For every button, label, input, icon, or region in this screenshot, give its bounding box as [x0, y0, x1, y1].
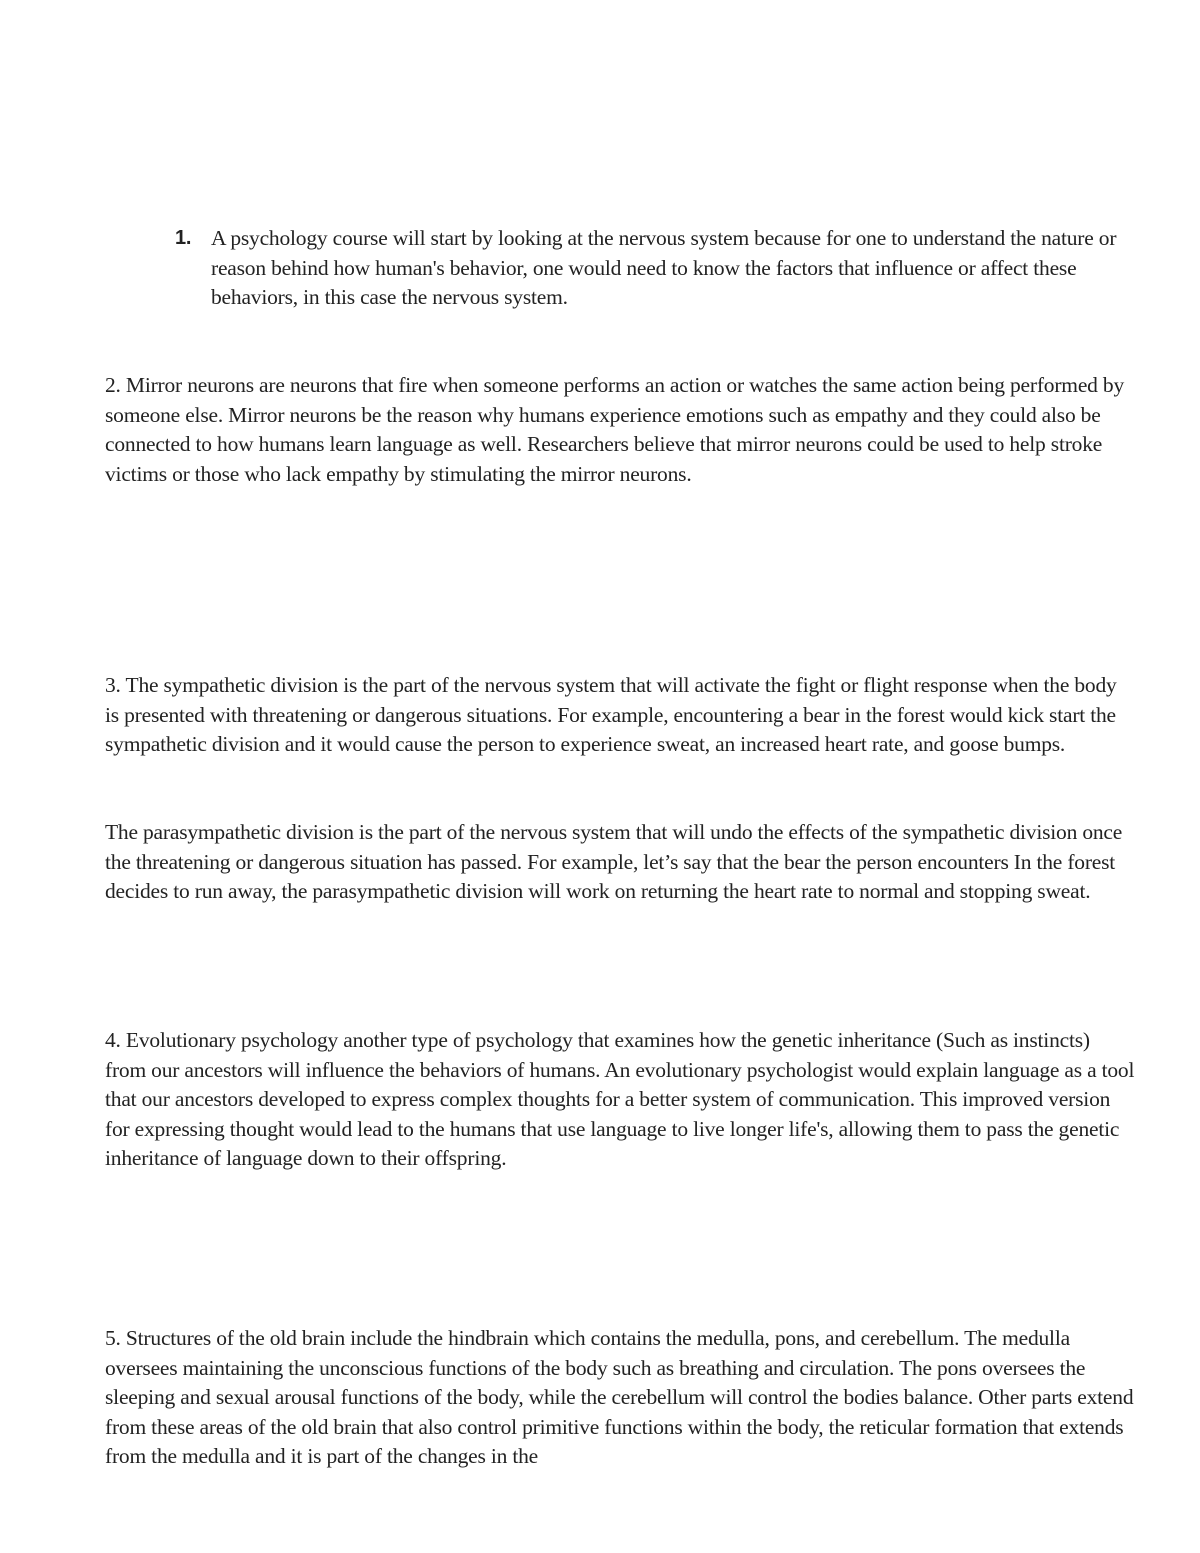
answer-1	[105, 224, 1135, 313]
answer-3-parasympathetic-paragraph: The parasympathetic division is the part of the nervous system that will undo the effects of the sympathetic division once the threatening or dangerous situation has passed. For example, let’s say that the bear the person encounters In the forest decides to run away, the parasympathetic division will work on returning the heart rate to normal and stopping sweat.	[105, 820, 1123, 903]
answer-3-sympathetic-paragraph: 3. The sympathetic division is the part of the nervous system that will activate the fight or flight response when the body is presented with threatening or dangerous situations. For example, encountering a bear in the forest would kick start the sympathetic division and it would cause the person to experience sweat, an increased heart rate, and goose bumps.	[105, 673, 1117, 756]
answer-1-number: 1.	[175, 227, 192, 249]
answer-4-paragraph: 4. Evolutionary psychology another type of psychology that examines how the genetic inheritance (Such as instincts) from our ancestors will influence the behaviors of humans. An evolutionary psychologist would explain language as a tool that our ancestors developed to express complex thoughts for a better system of communication. This improved version for expressing thought would lead to the humans that use language to live longer life's, allowing them to pass the genetic inheritance of language down to their offspring.	[105, 1028, 1135, 1170]
answer-5-paragraph: 5. Structures of the old brain include the hindbrain which contains the medulla, pons, and cerebellum. The medulla oversees maintaining the unconscious functions of the body such as breathing and circulation. The pons oversees the sleeping and sexual arousal functions of the body, while the cerebellum will control the bodies balance. Other parts extend from these areas of the old brain that also control primitive functions within the body, the reticular formation that extends from the medulla and it is part of the changes in the	[105, 1326, 1134, 1468]
answer-1-text: A psychology course will start by looking at the nervous system because for one to understand the nature or reason behind how human's behavior, one would need to know the factors that influence or affect these behaviors, in this case the nervous system.	[211, 226, 1117, 309]
answer-2-paragraph: 2. Mirror neurons are neurons that fire when someone performs an action or watches the same action being performed by someone else. Mirror neurons be the reason why humans experience emotions such as empathy and they could also be connected to how humans learn language as well. Researchers believe that mirror neurons could be used to help stroke victims or those who lack empathy by stimulating the mirror neurons.	[105, 373, 1124, 486]
